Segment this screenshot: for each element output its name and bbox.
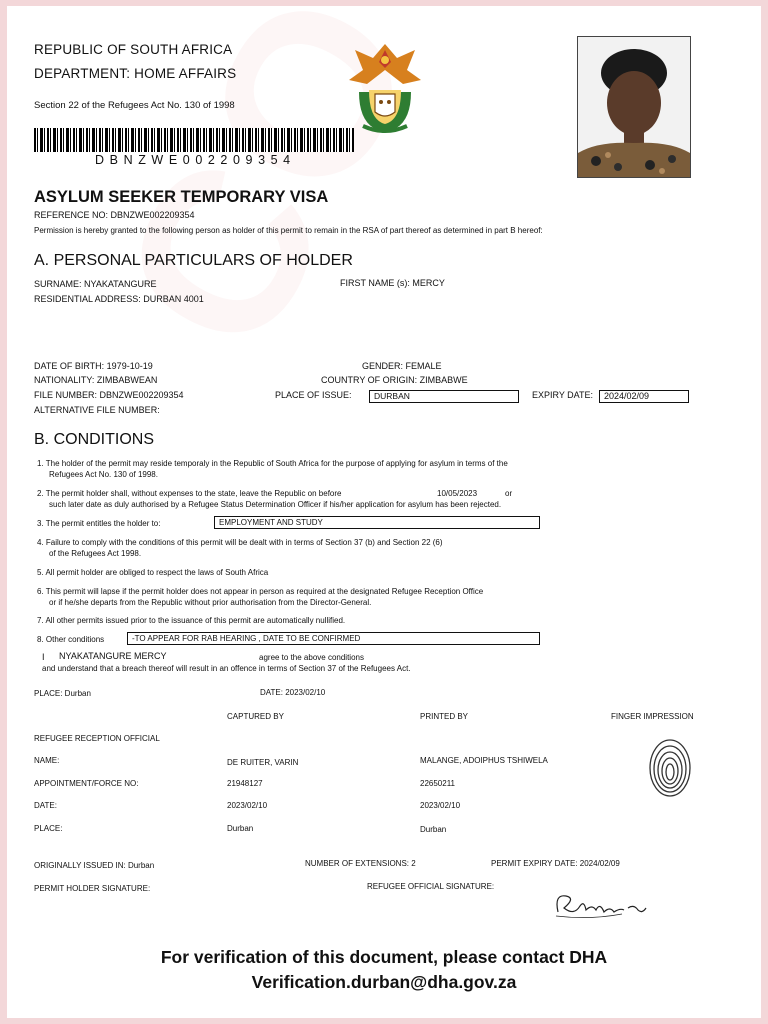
date: DATE: 2023/02/10 xyxy=(260,688,326,697)
alternative-file-number: ALTERNATIVE FILE NUMBER: xyxy=(34,405,160,415)
permit-holder-signature-label: PERMIT HOLDER SIGNATURE: xyxy=(34,884,151,893)
condition-8-field: -TO APPEAR FOR RAB HEARING , DATE TO BE CONFIRMED xyxy=(127,632,540,645)
printed-appointment: 22650211 xyxy=(420,779,455,788)
printed-date: 2023/02/10 xyxy=(420,801,461,810)
section-a-heading: A. PERSONAL PARTICULARS OF HOLDER xyxy=(34,252,353,269)
condition-4b: of the Refugees Act 1998. xyxy=(49,549,142,558)
act-section: Section 22 of the Refugees Act No. 130 of 1998 xyxy=(34,100,235,111)
verification-note: For verification of this document, please contact DHA xyxy=(160,947,608,967)
reception-official-label: REFUGEE RECEPTION OFFICIAL xyxy=(34,734,160,743)
condition-6a: 6. This permit will lapse if the permit holder does not appear in person as required at the designated Refugee Reception Office xyxy=(37,587,484,596)
appointment-label: APPOINTMENT/FORCE NO: xyxy=(34,779,139,788)
visa-title: ASYLUM SEEKER TEMPORARY VISA xyxy=(34,188,329,206)
official-date-label: DATE: xyxy=(34,801,57,810)
condition-2b: such later date as duly authorised by a Refugee Status Determination Officer if his/her application for asylum has been rejected. xyxy=(49,500,502,509)
gender: GENDER: FEMALE xyxy=(362,361,442,371)
country-name: REPUBLIC OF SOUTH AFRICA xyxy=(34,42,233,57)
visa-document xyxy=(7,6,761,1018)
nationality: NATIONALITY: ZIMBABWEAN xyxy=(34,375,158,385)
permit-expiry-date: PERMIT EXPIRY DATE: 2024/02/09 xyxy=(491,859,620,868)
agree-name: NYAKATANGURE MERCY xyxy=(59,651,167,661)
expiry-date-label: EXPIRY DATE: xyxy=(532,390,594,400)
condition-5: 5. All permit holder are obliged to respect the laws of South Africa xyxy=(37,568,269,577)
section-b-heading: B. CONDITIONS xyxy=(34,431,155,448)
condition-3-field: EMPLOYMENT AND STUDY xyxy=(214,516,540,529)
fingerprint-icon xyxy=(647,736,693,800)
official-signature-label: REFUGEE OFFICIAL SIGNATURE: xyxy=(367,882,495,891)
holder-photo xyxy=(577,36,691,178)
condition-2-or: or xyxy=(505,489,513,498)
captured-date: 2023/02/10 xyxy=(227,801,268,810)
condition-3: 3. The permit entitles the holder to: xyxy=(37,519,161,528)
printed-by-heading: PRINTED BY xyxy=(420,712,469,721)
official-signature-icon xyxy=(550,886,650,926)
captured-appointment: 21948127 xyxy=(227,779,263,788)
expiry-date-field: 2024/02/09 xyxy=(599,390,689,403)
agree-breach: and understand that a breach thereof will result in an offence in terms of Section 37 of the Refugees Act. xyxy=(42,664,411,673)
surname: SURNAME: NYAKATANGURE xyxy=(34,279,157,289)
place-of-issue-label: PLACE OF ISSUE: xyxy=(275,390,352,400)
printed-place: Durban xyxy=(420,825,447,834)
agree-text: agree to the above conditions xyxy=(259,653,364,662)
agree-i: I xyxy=(42,652,45,662)
condition-8: 8. Other conditions xyxy=(37,635,105,644)
finger-impression-heading: FINGER IMPRESSION xyxy=(611,712,694,721)
permission-text: Permission is hereby granted to the following person as holder of this permit to remain in the RSA of part thereof as determined in part B hereof: xyxy=(34,226,543,235)
place-of-issue-field: DURBAN xyxy=(369,390,519,403)
official-place-label: PLACE: xyxy=(34,824,63,833)
name-label: NAME: xyxy=(34,756,60,765)
captured-place: Durban xyxy=(227,824,254,833)
country-of-origin: COUNTRY OF ORIGIN: ZIMBABWE xyxy=(321,375,468,385)
file-number: FILE NUMBER: DBNZWE002209354 xyxy=(34,390,184,400)
department-name: DEPARTMENT: HOME AFFAIRS xyxy=(34,66,237,81)
condition-4a: 4. Failure to comply with the conditions of this permit will be dealt with in terms of Section 37 (b) and Section 22 (6) xyxy=(37,538,443,547)
barcode xyxy=(34,128,354,152)
date-of-birth: DATE OF BIRTH: 1979-10-19 xyxy=(34,361,153,371)
originally-issued: ORIGINALLY ISSUED IN: Durban xyxy=(34,861,155,870)
coat-of-arms-icon xyxy=(345,40,425,136)
number-of-extensions: NUMBER OF EXTENSIONS: 2 xyxy=(305,859,416,868)
condition-1a: 1. The holder of the permit may reside temporaly in the Republic of South Africa for the purpose of applying for asylum in terms of the xyxy=(37,459,508,468)
first-name: FIRST NAME (s): MERCY xyxy=(340,278,445,288)
condition-1b: Refugees Act No. 130 of 1998. xyxy=(49,470,158,479)
verification-email[interactable]: Verification.durban@dha.gov.za xyxy=(251,972,517,992)
condition-2-date: 10/05/2023 xyxy=(437,489,478,498)
condition-7: 7. All other permits issued prior to the issuance of this permit are automatically nullified. xyxy=(37,616,346,625)
captured-name: DE RUITER, VARIN xyxy=(227,758,299,767)
place: PLACE: Durban xyxy=(34,689,91,698)
condition-6b: or if he/she departs from the Republic without prior authorisation from the Director-General. xyxy=(49,598,372,607)
barcode-number: DBNZWE002209354 xyxy=(95,153,296,167)
printed-name: MALANGE, ADOIPHUS TSHIWELA xyxy=(420,756,548,765)
condition-2a: 2. The permit holder shall, without expenses to the state, leave the Republic on before xyxy=(37,489,342,498)
reference-number: REFERENCE NO: DBNZWE002209354 xyxy=(34,210,195,220)
residential-address: RESIDENTIAL ADDRESS: DURBAN 4001 xyxy=(34,294,204,304)
captured-by-heading: CAPTURED BY xyxy=(227,712,284,721)
